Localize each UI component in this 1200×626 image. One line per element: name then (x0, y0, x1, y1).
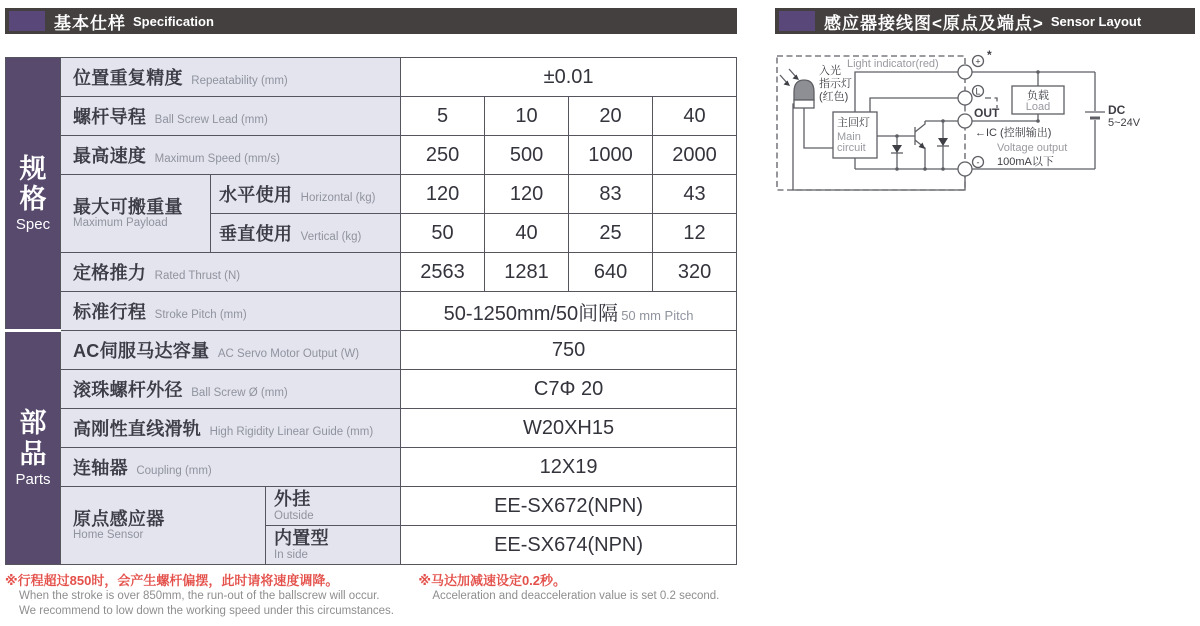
ballscrew-label: 滚珠螺杆外径 Ball Screw Ø (mm) (61, 370, 401, 409)
minus-symbol: - (976, 157, 980, 168)
home-sensor-outside-label: 外挂 Outside (266, 487, 401, 526)
indicator-lamp-label: 指示灯 (819, 78, 852, 90)
zener-diode-right (923, 119, 949, 171)
table-row (6, 370, 737, 409)
guide-value: W20XH15 (401, 409, 737, 448)
sensor-header-title-zh: 感应器接线图<原点及端点> (824, 13, 1044, 33)
footnote-stroke: ※行程超过850时，会产生螺杆偏摆，此时请将速度调降。 When the stroke is over 850mm, the run-out of the ballscrew will occur. We recommend to low down the working speed under this circumstances. (5, 573, 394, 618)
sidebar-parts (6, 331, 61, 565)
repeatability-value: ±0.01 (401, 58, 737, 97)
sensor-header-title-en: Sensor Layout (1050, 13, 1142, 29)
load-box (1012, 86, 1064, 114)
purple-accent-square (779, 11, 815, 31)
light-indicator-label: Light indicator(red) (847, 58, 939, 70)
coupling-value: 12X19 (401, 448, 737, 487)
terminal-out-circle (958, 114, 972, 128)
sidebar-spec-zh: 规 格 (19, 153, 47, 214)
thrust-value: 640 (569, 253, 653, 292)
repeatability-label: 位置重复精度 Repeatability (mm) (61, 58, 401, 97)
lead-value: 5 (401, 97, 485, 136)
speed-value: 250 (401, 136, 485, 175)
thrust-value: 2563 (401, 253, 485, 292)
sensor-wiring-diagram (775, 48, 1195, 210)
thrust-label: 定格推力 Rated Thrust (N) (61, 253, 401, 292)
zener-diode-left (891, 134, 903, 171)
table-row (6, 97, 737, 136)
speed-label: 最高速度 Maximum Speed (mm/s) (61, 136, 401, 175)
payload-horizontal-label: 水平使用 Horizontal (kg) (211, 175, 401, 214)
motor-label: AC伺服马达容量 AC Servo Motor Output (W) (61, 331, 401, 370)
main-circuit-zh: 主回灯 (837, 117, 870, 129)
home-sensor-inside-label: 内置型 In side (266, 526, 401, 565)
payload-vertical-label: 垂直使用 Vertical (kg) (211, 214, 401, 253)
stroke-value: 50-1250mm/50间隔 50 mm Pitch (401, 292, 737, 331)
terminal-minus-circle (958, 162, 972, 176)
terminal-labels (973, 48, 1001, 168)
current-limit-label: 100mA以下 (997, 156, 1054, 168)
dc-label: DC (1108, 103, 1126, 117)
table-row (6, 136, 737, 175)
led-symbol (794, 80, 814, 108)
spec-table (5, 57, 737, 565)
incident-light-label: 入光 (819, 65, 841, 77)
lead-value: 10 (485, 97, 569, 136)
home-sensor-label: 原点感应器 Home Sensor (61, 487, 266, 565)
red-color-label: (红色) (819, 91, 849, 103)
payload-horizontal-value: 43 (653, 175, 737, 214)
sidebar-parts-en: Parts (15, 470, 51, 488)
main-circuit-en1: Main (837, 131, 861, 143)
table-row (6, 409, 737, 448)
coupling-label: 连轴器 Coupling (mm) (61, 448, 401, 487)
sidebar-spec (6, 58, 61, 331)
asterisk: * (987, 48, 992, 62)
speed-value: 1000 (569, 136, 653, 175)
payload-vertical-value: 40 (485, 214, 569, 253)
table-row (6, 292, 737, 331)
ballscrew-value: C7Φ 20 (401, 370, 737, 409)
spec-header-title-zh: 基本仕样 (54, 13, 126, 33)
spec-section-header (5, 8, 737, 34)
speed-value: 2000 (653, 136, 737, 175)
out-label: OUT (974, 106, 1000, 120)
spec-header-title-en: Specification (133, 13, 214, 29)
terminal-plus-circle (958, 65, 972, 79)
dc-range: 5~24V (1108, 117, 1141, 129)
payload-horizontal-value: 120 (401, 175, 485, 214)
sidebar-spec-en: Spec (15, 216, 51, 234)
l-symbol: L (975, 86, 981, 97)
payload-vertical-value: 12 (653, 214, 737, 253)
speed-value: 500 (485, 136, 569, 175)
footnote-acceleration: ※马达加减速设定0.2秒。 Acceleration and deacceleration value is set 0.2 second. (418, 573, 720, 603)
guide-label: 高刚性直线滑轨 High Rigidity Linear Guide (mm) (61, 409, 401, 448)
main-circuit-box (833, 112, 877, 158)
home-sensor-outside-value: EE-SX672(NPN) (401, 487, 737, 526)
purple-accent-square (9, 11, 45, 31)
payload-horizontal-value: 120 (485, 175, 569, 214)
table-row (6, 331, 737, 370)
lead-value: 20 (569, 97, 653, 136)
home-sensor-inside-value: EE-SX674(NPN) (401, 526, 737, 565)
ic-output-label: ←IC (控制输出) (975, 127, 1052, 139)
battery-symbol (1085, 72, 1141, 169)
terminal-l-circle (958, 91, 972, 105)
main-circuit-en2: circuit (837, 142, 866, 154)
table-row (6, 448, 737, 487)
payload-horizontal-value: 83 (569, 175, 653, 214)
stroke-label: 标准行程 Stroke Pitch (mm) (61, 292, 401, 331)
payload-vertical-value: 25 (569, 214, 653, 253)
motor-value: 750 (401, 331, 737, 370)
table-row (6, 175, 737, 214)
sidebar-parts-zh: 部 品 (19, 408, 47, 469)
sensor-section-header (775, 8, 1195, 34)
plus-symbol: + (975, 56, 981, 67)
payload-vertical-value: 50 (401, 214, 485, 253)
table-row (6, 58, 737, 97)
load-en: Load (1025, 101, 1051, 113)
thrust-value: 1281 (485, 253, 569, 292)
lead-value: 40 (653, 97, 737, 136)
thrust-value: 320 (653, 253, 737, 292)
table-row (6, 487, 737, 526)
table-row (6, 253, 737, 292)
load-zh: 负载 (1027, 90, 1049, 102)
lead-label: 螺杆导程 Ball Screw Lead (mm) (61, 97, 401, 136)
payload-label: 最大可搬重量 Maximum Payload (61, 175, 211, 253)
voltage-output-label: Voltage output (997, 142, 1068, 154)
footnotes (5, 573, 737, 620)
